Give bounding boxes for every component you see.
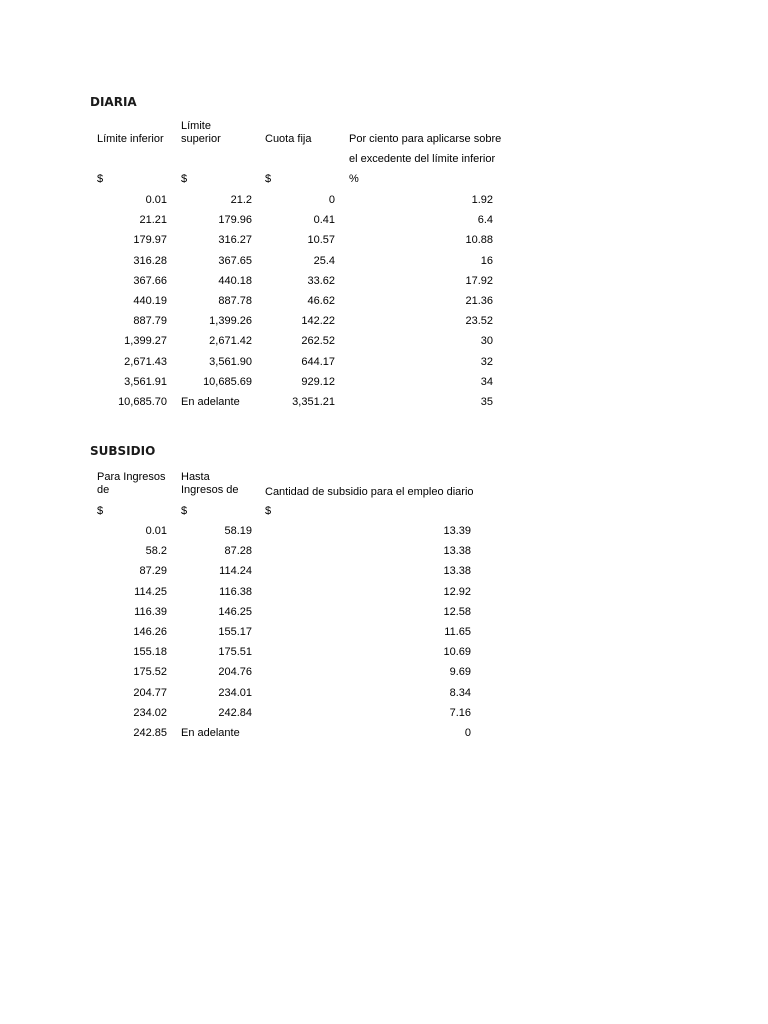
diaria-cell-r8-c1: 3,561.90 bbox=[209, 355, 252, 368]
diaria-cell-r9-c2: 929.12 bbox=[301, 375, 335, 388]
diaria-cell-r3-c2: 25.4 bbox=[313, 254, 335, 267]
subsidio-unit-col2: $ bbox=[181, 505, 188, 517]
diaria-cell-r5-c0: 440.19 bbox=[133, 295, 167, 307]
diaria-header-limite-inferior: Límite inferior bbox=[97, 133, 164, 145]
diaria-cell-r4-c1: 440.18 bbox=[218, 274, 252, 287]
subsidio-cell-r2-c1: 114.24 bbox=[219, 565, 252, 578]
diaria-header-porcentaje-line2: el excedente del límite inferior bbox=[349, 153, 496, 165]
subsidio-cell-r8-c2: 8.34 bbox=[449, 686, 471, 699]
diaria-cell-r6-c3: 23.52 bbox=[465, 315, 493, 328]
diaria-cell-r0-c2: 0 bbox=[328, 194, 335, 206]
diaria-cell-r7-c1: 2,671.42 bbox=[209, 335, 252, 348]
diaria-cell-r3-c0: 316.28 bbox=[133, 254, 167, 267]
diaria-cell-r1-c1: 179.96 bbox=[218, 214, 252, 227]
subsidio-cell-r3-c2: 12.92 bbox=[443, 585, 471, 598]
diaria-cell-r9-c0: 3,561.91 bbox=[124, 375, 167, 388]
subsidio-cell-r10-c0: 242.85 bbox=[133, 727, 167, 739]
subsidio-cell-r6-c2: 10.69 bbox=[443, 646, 471, 659]
diaria-cell-r1-c2: 0.41 bbox=[313, 214, 335, 227]
diaria-cell-r7-c3: 30 bbox=[480, 335, 493, 348]
subsidio-cell-r5-c0: 146.26 bbox=[133, 626, 167, 638]
subsidio-cell-r10-c2: 0 bbox=[464, 727, 471, 739]
subsidio-cell-r3-c1: 116.38 bbox=[219, 585, 252, 598]
subsidio-cell-r4-c2: 12.58 bbox=[443, 605, 471, 618]
diaria-cell-r10-c1: En adelante bbox=[181, 396, 240, 408]
diaria-unit-col3: $ bbox=[265, 173, 272, 185]
diaria-header-limite-superior: Límite superior bbox=[181, 120, 221, 145]
subsidio-cell-r0-c2: 13.39 bbox=[443, 525, 471, 537]
subsidio-cell-r7-c2: 9.69 bbox=[449, 666, 471, 679]
subsidio-cell-r10-c1: En adelante bbox=[181, 727, 240, 739]
subsidio-cell-r6-c1: 175.51 bbox=[218, 646, 252, 659]
diaria-cell-r8-c2: 644.17 bbox=[301, 355, 335, 368]
diaria-cell-r5-c3: 21.36 bbox=[465, 295, 493, 307]
diaria-cell-r7-c0: 1,399.27 bbox=[124, 335, 167, 348]
diaria-header-porcentaje-line1: Por ciento para aplicarse sobre bbox=[349, 133, 502, 145]
diaria-cell-r4-c2: 33.62 bbox=[307, 274, 335, 287]
diaria-title: DIARIA bbox=[90, 95, 137, 109]
subsidio-cell-r4-c0: 116.39 bbox=[134, 605, 167, 618]
diaria-cell-r9-c3: 34 bbox=[480, 375, 493, 388]
subsidio-cell-r8-c1: 234.01 bbox=[218, 686, 252, 699]
diaria-cell-r6-c0: 887.79 bbox=[133, 315, 167, 328]
subsidio-cell-r0-c1: 58.19 bbox=[224, 525, 252, 537]
diaria-cell-r1-c0: 21.21 bbox=[139, 214, 167, 227]
diaria-unit-col4: % bbox=[349, 173, 359, 185]
diaria-cell-r0-c1: 21.2 bbox=[230, 194, 252, 206]
diaria-cell-r2-c3: 10.88 bbox=[465, 234, 493, 247]
subsidio-cell-r8-c0: 204.77 bbox=[133, 686, 167, 699]
subsidio-cell-r4-c1: 146.25 bbox=[218, 605, 252, 618]
subsidio-cell-r0-c0: 0.01 bbox=[145, 525, 167, 537]
diaria-unit-col2: $ bbox=[181, 173, 188, 185]
subsidio-cell-r9-c0: 234.02 bbox=[133, 706, 167, 719]
diaria-cell-r0-c0: 0.01 bbox=[145, 194, 167, 206]
subsidio-cell-r2-c0: 87.29 bbox=[139, 565, 167, 578]
diaria-cell-r2-c0: 179.97 bbox=[133, 234, 167, 247]
diaria-cell-r3-c1: 367.65 bbox=[218, 254, 252, 267]
subsidio-cell-r5-c2: 11.65 bbox=[444, 626, 471, 638]
subsidio-cell-r3-c0: 114.25 bbox=[134, 585, 167, 598]
subsidio-title: SUBSIDIO bbox=[90, 444, 156, 458]
diaria-cell-r6-c1: 1,399.26 bbox=[209, 315, 252, 328]
diaria-cell-r3-c3: 16 bbox=[480, 254, 493, 267]
subsidio-cell-r1-c0: 58.2 bbox=[145, 545, 167, 558]
subsidio-cell-r9-c1: 242.84 bbox=[218, 706, 252, 719]
diaria-cell-r5-c2: 46.62 bbox=[307, 295, 335, 307]
diaria-cell-r8-c3: 32 bbox=[480, 355, 493, 368]
subsidio-cell-r1-c2: 13.38 bbox=[443, 545, 471, 558]
diaria-cell-r8-c0: 2,671.43 bbox=[124, 355, 167, 368]
subsidio-header-para-ingresos: Para Ingresos de bbox=[97, 471, 166, 496]
diaria-cell-r9-c1: 10,685.69 bbox=[203, 375, 252, 388]
diaria-cell-r7-c2: 262.52 bbox=[301, 335, 335, 348]
subsidio-header-hasta-ingresos: Hasta Ingresos de bbox=[181, 471, 239, 496]
subsidio-cell-r7-c0: 175.52 bbox=[133, 666, 167, 679]
subsidio-cell-r5-c1: 155.17 bbox=[218, 626, 252, 638]
subsidio-header-cantidad: Cantidad de subsidio para el empleo diario bbox=[265, 486, 474, 498]
diaria-unit-col1: $ bbox=[97, 173, 104, 185]
diaria-cell-r6-c2: 142.22 bbox=[301, 315, 335, 328]
diaria-cell-r0-c3: 1.92 bbox=[471, 194, 493, 206]
diaria-cell-r4-c3: 17.92 bbox=[465, 274, 493, 287]
diaria-cell-r10-c0: 10,685.70 bbox=[118, 396, 167, 408]
diaria-header-cuota-fija: Cuota fija bbox=[265, 133, 312, 145]
diaria-cell-r4-c0: 367.66 bbox=[133, 274, 167, 287]
subsidio-unit-col3: $ bbox=[265, 505, 272, 517]
diaria-cell-r10-c3: 35 bbox=[480, 396, 493, 408]
diaria-cell-r2-c1: 316.27 bbox=[218, 234, 252, 247]
diaria-cell-r2-c2: 10.57 bbox=[307, 234, 335, 247]
diaria-cell-r5-c1: 887.78 bbox=[218, 295, 252, 307]
subsidio-cell-r9-c2: 7.16 bbox=[449, 706, 471, 719]
diaria-cell-r1-c3: 6.4 bbox=[477, 214, 493, 227]
subsidio-cell-r7-c1: 204.76 bbox=[218, 666, 252, 679]
subsidio-cell-r1-c1: 87.28 bbox=[224, 545, 252, 558]
subsidio-cell-r2-c2: 13.38 bbox=[443, 565, 471, 578]
diaria-cell-r10-c2: 3,351.21 bbox=[292, 396, 335, 408]
subsidio-unit-col1: $ bbox=[97, 505, 104, 517]
subsidio-cell-r6-c0: 155.18 bbox=[133, 646, 167, 659]
